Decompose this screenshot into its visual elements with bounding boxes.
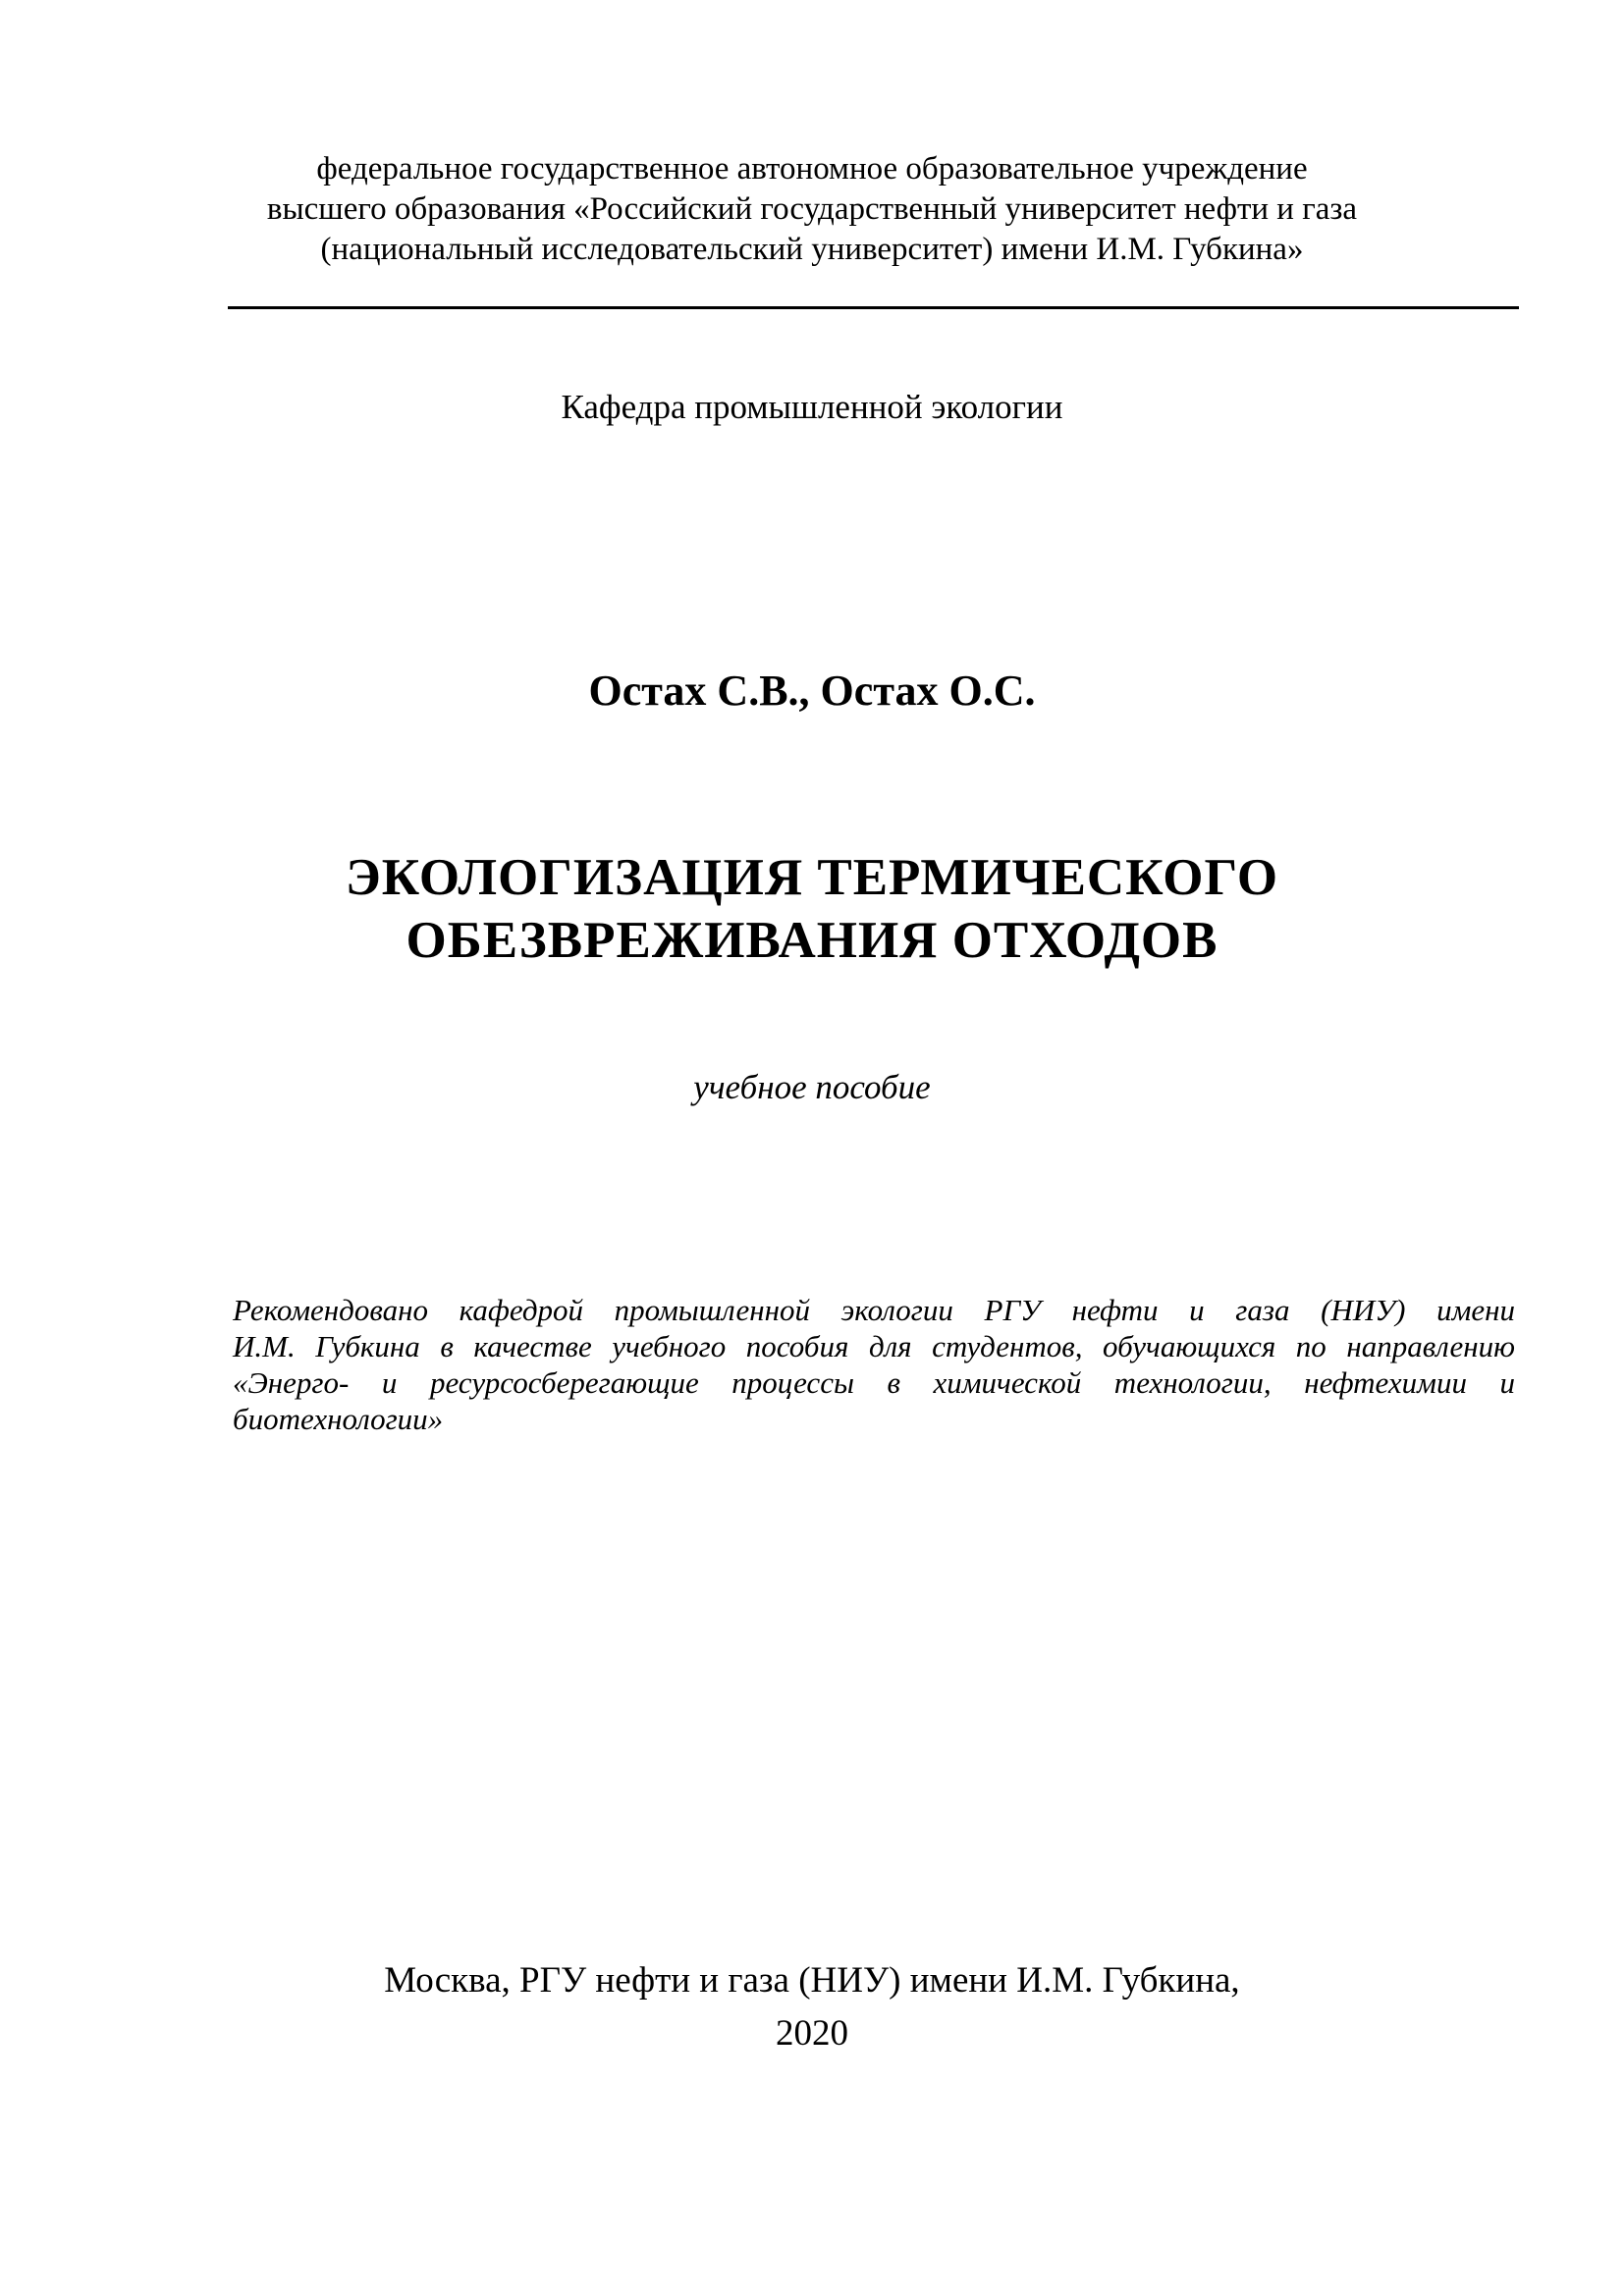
recommendation-line-1: Рекомендовано кафедрой промышленной экологии РГУ нефти и газа (НИУ) имени	[233, 1293, 1515, 1327]
recommendation-line-4: биотехнологии»	[233, 1402, 444, 1436]
book-subtitle: учебное пособие	[693, 1068, 931, 1106]
department: Кафедра промышленной экологии	[561, 388, 1063, 426]
institution-header	[0, 149, 1624, 270]
recommendation-note	[233, 1292, 1515, 1437]
recommendation-line-3: «Энерго- и ресурсосберегающие процессы в химической технологии, нефтехимии и	[233, 1365, 1515, 1400]
imprint-place: Москва, РГУ нефти и газа (НИУ) имени И.М. Губкина,	[384, 1960, 1240, 2001]
institution-line-1: федеральное государственное автономное образовательное учреждение	[316, 151, 1308, 187]
recommendation-line-2: И.М. Губкина в качестве учебного пособия для студентов, обучающихся по направлению	[233, 1329, 1515, 1363]
book-title	[0, 846, 1624, 972]
institution-line-2: высшего образования «Российский государственный университет нефти и газа	[266, 191, 1358, 227]
authors: Остах С.В., Остах О.С.	[588, 667, 1036, 715]
institution-line-3: (национальный исследовательский университет) имени И.М. Губкина»	[320, 232, 1304, 267]
imprint-year: 2020	[776, 2013, 848, 2054]
header-divider	[228, 306, 1519, 309]
imprint	[0, 1954, 1624, 2060]
title-line-1: ЭКОЛОГИЗАЦИЯ ТЕРМИЧЕСКОГО	[345, 849, 1279, 906]
title-line-2: ОБЕЗВРЕЖИВАНИЯ ОТХОДОВ	[406, 912, 1218, 969]
